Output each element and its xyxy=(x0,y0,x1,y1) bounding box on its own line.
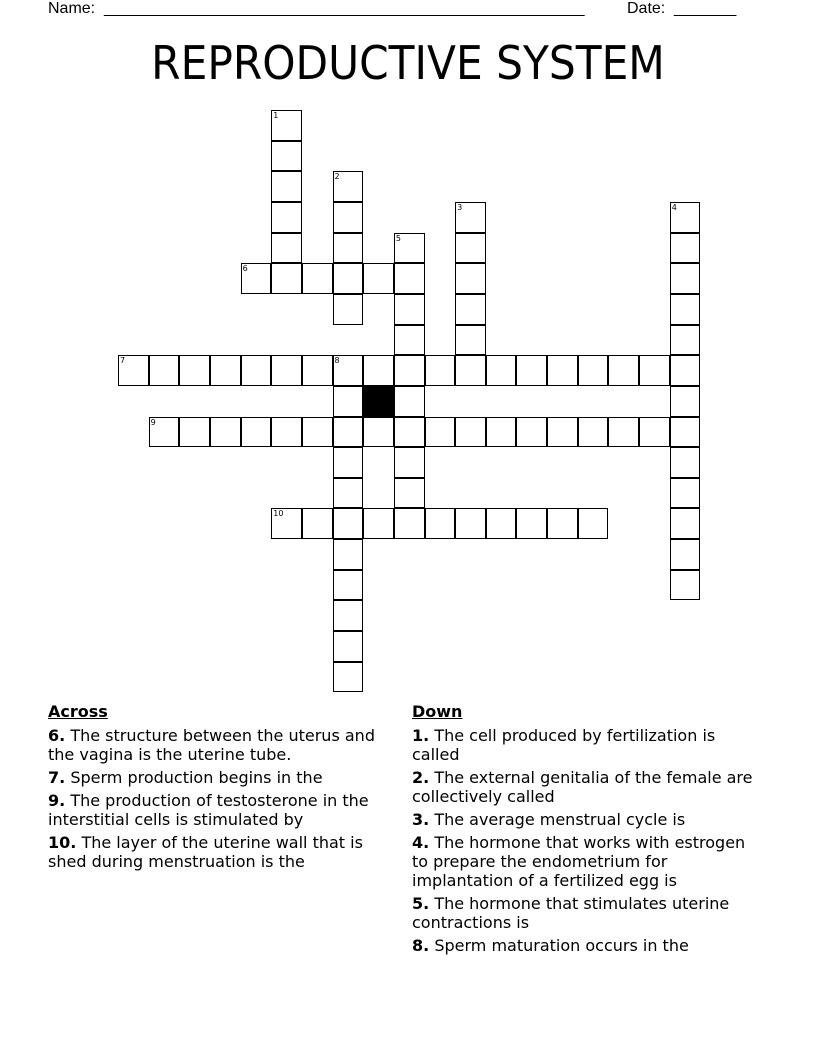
crossword-cell[interactable] xyxy=(425,508,456,539)
crossword-cell[interactable] xyxy=(394,417,425,448)
crossword-cell[interactable] xyxy=(333,478,364,509)
crossword-cell[interactable] xyxy=(547,417,578,448)
page-title: REPRODUCTIVE SYSTEM xyxy=(151,36,665,90)
down-clue xyxy=(412,936,762,955)
down-clue xyxy=(412,768,762,806)
clue-number: 9. xyxy=(48,791,66,810)
clue-number: 7. xyxy=(48,768,66,787)
down-clue xyxy=(412,810,762,829)
crossword-cell[interactable] xyxy=(670,202,701,233)
crossword-cell[interactable] xyxy=(547,508,578,539)
crossword-cell[interactable] xyxy=(670,447,701,478)
crossword-cell[interactable] xyxy=(670,508,701,539)
crossword-cell[interactable] xyxy=(455,417,486,448)
crossword-cell[interactable] xyxy=(363,508,394,539)
crossword-cell[interactable] xyxy=(670,417,701,448)
crossword-cell[interactable] xyxy=(639,417,670,448)
crossword-cell[interactable] xyxy=(670,539,701,570)
blocked-cell xyxy=(363,386,394,417)
clue-number: 4. xyxy=(412,833,430,852)
across-heading: Across xyxy=(48,702,108,721)
crossword-cell[interactable] xyxy=(425,355,456,386)
crossword-cell[interactable] xyxy=(302,263,333,294)
crossword-cell[interactable] xyxy=(271,110,302,141)
clue-text: The external genitalia of the female are collectively called xyxy=(412,768,753,806)
crossword-cell[interactable] xyxy=(608,355,639,386)
crossword-cell[interactable] xyxy=(333,171,364,202)
crossword-cell[interactable] xyxy=(302,508,333,539)
clue-number-label: 8 xyxy=(334,356,340,366)
crossword-cell[interactable] xyxy=(241,355,272,386)
crossword-cell[interactable] xyxy=(210,355,241,386)
crossword-cell[interactable] xyxy=(333,570,364,601)
across-clue xyxy=(48,833,393,871)
crossword-cell[interactable] xyxy=(179,417,210,448)
clue-number-label: 2 xyxy=(334,172,340,182)
crossword-cell[interactable] xyxy=(363,417,394,448)
across-clues xyxy=(48,702,393,875)
clue-text: The structure between the uterus and the vagina is the uterine tube. xyxy=(48,726,375,764)
clue-text: The average menstrual cycle is xyxy=(434,810,686,829)
crossword-cell[interactable] xyxy=(455,508,486,539)
crossword-cell[interactable] xyxy=(394,355,425,386)
crossword-cell[interactable] xyxy=(333,355,364,386)
crossword-cell[interactable] xyxy=(363,355,394,386)
clue-number-label: 5 xyxy=(395,233,401,243)
crossword-cell[interactable] xyxy=(241,263,272,294)
clue-number-label: 4 xyxy=(671,202,677,212)
crossword-cell[interactable] xyxy=(333,233,364,264)
crossword-cell[interactable] xyxy=(670,386,701,417)
crossword-cell[interactable] xyxy=(578,508,609,539)
crossword-cell[interactable] xyxy=(394,325,425,356)
crossword-cell[interactable] xyxy=(333,631,364,662)
crossword-cell[interactable] xyxy=(670,355,701,386)
crossword-cell[interactable] xyxy=(394,447,425,478)
crossword-cell[interactable] xyxy=(516,417,547,448)
crossword-cell[interactable] xyxy=(271,202,302,233)
down-clue xyxy=(412,726,762,764)
date-blank-line: _______ xyxy=(674,0,737,17)
crossword-cell[interactable] xyxy=(333,417,364,448)
crossword-cell[interactable] xyxy=(670,263,701,294)
date-label: Date: xyxy=(627,0,666,17)
clue-number-label: 7 xyxy=(120,356,126,366)
crossword-cell[interactable] xyxy=(302,417,333,448)
crossword-cell[interactable] xyxy=(271,417,302,448)
clue-number-label: 9 xyxy=(150,417,156,427)
crossword-cell[interactable] xyxy=(241,417,272,448)
crossword-cell[interactable] xyxy=(271,171,302,202)
crossword-cell[interactable] xyxy=(394,294,425,325)
crossword-cell[interactable] xyxy=(455,355,486,386)
crossword-cell[interactable] xyxy=(179,355,210,386)
crossword-cell[interactable] xyxy=(149,417,180,448)
clue-number-label: 3 xyxy=(457,202,463,212)
clue-number-label: 6 xyxy=(242,264,248,274)
crossword-cell[interactable] xyxy=(608,417,639,448)
crossword-cell[interactable] xyxy=(455,263,486,294)
crossword-cell[interactable] xyxy=(302,355,333,386)
crossword-cell[interactable] xyxy=(333,447,364,478)
crossword-cell[interactable] xyxy=(363,263,394,294)
crossword-cell[interactable] xyxy=(271,355,302,386)
crossword-cell[interactable] xyxy=(486,508,517,539)
crossword-cell[interactable] xyxy=(670,570,701,601)
crossword-cell[interactable] xyxy=(670,478,701,509)
crossword-cell[interactable] xyxy=(670,233,701,264)
across-clue xyxy=(48,726,393,764)
crossword-cell[interactable] xyxy=(486,355,517,386)
crossword-cell[interactable] xyxy=(547,355,578,386)
crossword-cell[interactable] xyxy=(455,233,486,264)
clue-text: The hormone that stimulates uterine contractions is xyxy=(412,894,730,932)
clue-text: Sperm production begins in the xyxy=(70,768,323,787)
clue-text: The cell produced by fertilization is called xyxy=(412,726,716,764)
crossword-cell[interactable] xyxy=(394,233,425,264)
crossword-cell[interactable] xyxy=(333,539,364,570)
crossword-cell[interactable] xyxy=(149,355,180,386)
crossword-cell[interactable] xyxy=(455,294,486,325)
crossword-cell[interactable] xyxy=(670,325,701,356)
crossword-cell[interactable] xyxy=(271,141,302,172)
clue-text: The hormone that works with estrogen to prepare the endometrium for implantation of a fertilized egg is xyxy=(412,833,746,890)
crossword-cell[interactable] xyxy=(394,263,425,294)
down-clue xyxy=(412,894,762,932)
crossword-cell[interactable] xyxy=(578,417,609,448)
crossword-cell[interactable] xyxy=(516,508,547,539)
crossword-cell[interactable] xyxy=(333,202,364,233)
crossword-cell[interactable] xyxy=(333,662,364,693)
clue-number: 2. xyxy=(412,768,430,787)
clue-text: The production of testosterone in the interstitial cells is stimulated by xyxy=(48,791,369,829)
crossword-cell[interactable] xyxy=(516,355,547,386)
crossword-cell[interactable] xyxy=(333,600,364,631)
crossword-cell[interactable] xyxy=(455,325,486,356)
crossword-cell[interactable] xyxy=(425,417,456,448)
down-clue xyxy=(412,833,762,890)
name-label: Name: xyxy=(48,0,96,17)
crossword-cell[interactable] xyxy=(271,263,302,294)
crossword-cell[interactable] xyxy=(333,508,364,539)
clue-number: 6. xyxy=(48,726,66,745)
down-clues xyxy=(412,702,762,959)
crossword-cell[interactable] xyxy=(271,233,302,264)
crossword-cell[interactable] xyxy=(639,355,670,386)
clue-number: 8. xyxy=(412,936,430,955)
crossword-cell[interactable] xyxy=(486,417,517,448)
crossword-cell[interactable] xyxy=(394,478,425,509)
crossword-cell[interactable] xyxy=(333,294,364,325)
clue-number-label: 1 xyxy=(273,111,279,120)
across-clue xyxy=(48,768,393,787)
crossword-cell[interactable] xyxy=(118,355,149,386)
crossword-cell[interactable] xyxy=(455,202,486,233)
across-clue xyxy=(48,791,393,829)
crossword-cell[interactable] xyxy=(271,508,302,539)
crossword-cell[interactable] xyxy=(394,386,425,417)
clue-number: 1. xyxy=(412,726,430,745)
clue-text: The layer of the uterine wall that is shed during menstruation is the xyxy=(48,833,363,871)
crossword-cell[interactable] xyxy=(670,294,701,325)
crossword-cell[interactable] xyxy=(394,508,425,539)
crossword-cell[interactable] xyxy=(333,263,364,294)
clue-number-label: 10 xyxy=(273,509,284,519)
clue-number: 5. xyxy=(412,894,430,913)
clue-number: 3. xyxy=(412,810,430,829)
clue-number: 10. xyxy=(48,833,77,852)
clue-text: Sperm maturation occurs in the xyxy=(434,936,689,955)
crossword-cell[interactable] xyxy=(210,417,241,448)
down-heading: Down xyxy=(412,702,463,721)
name-blank-line: ______________________________________________________ xyxy=(104,0,585,17)
crossword-cell[interactable] xyxy=(578,355,609,386)
crossword-cell[interactable] xyxy=(333,386,364,417)
